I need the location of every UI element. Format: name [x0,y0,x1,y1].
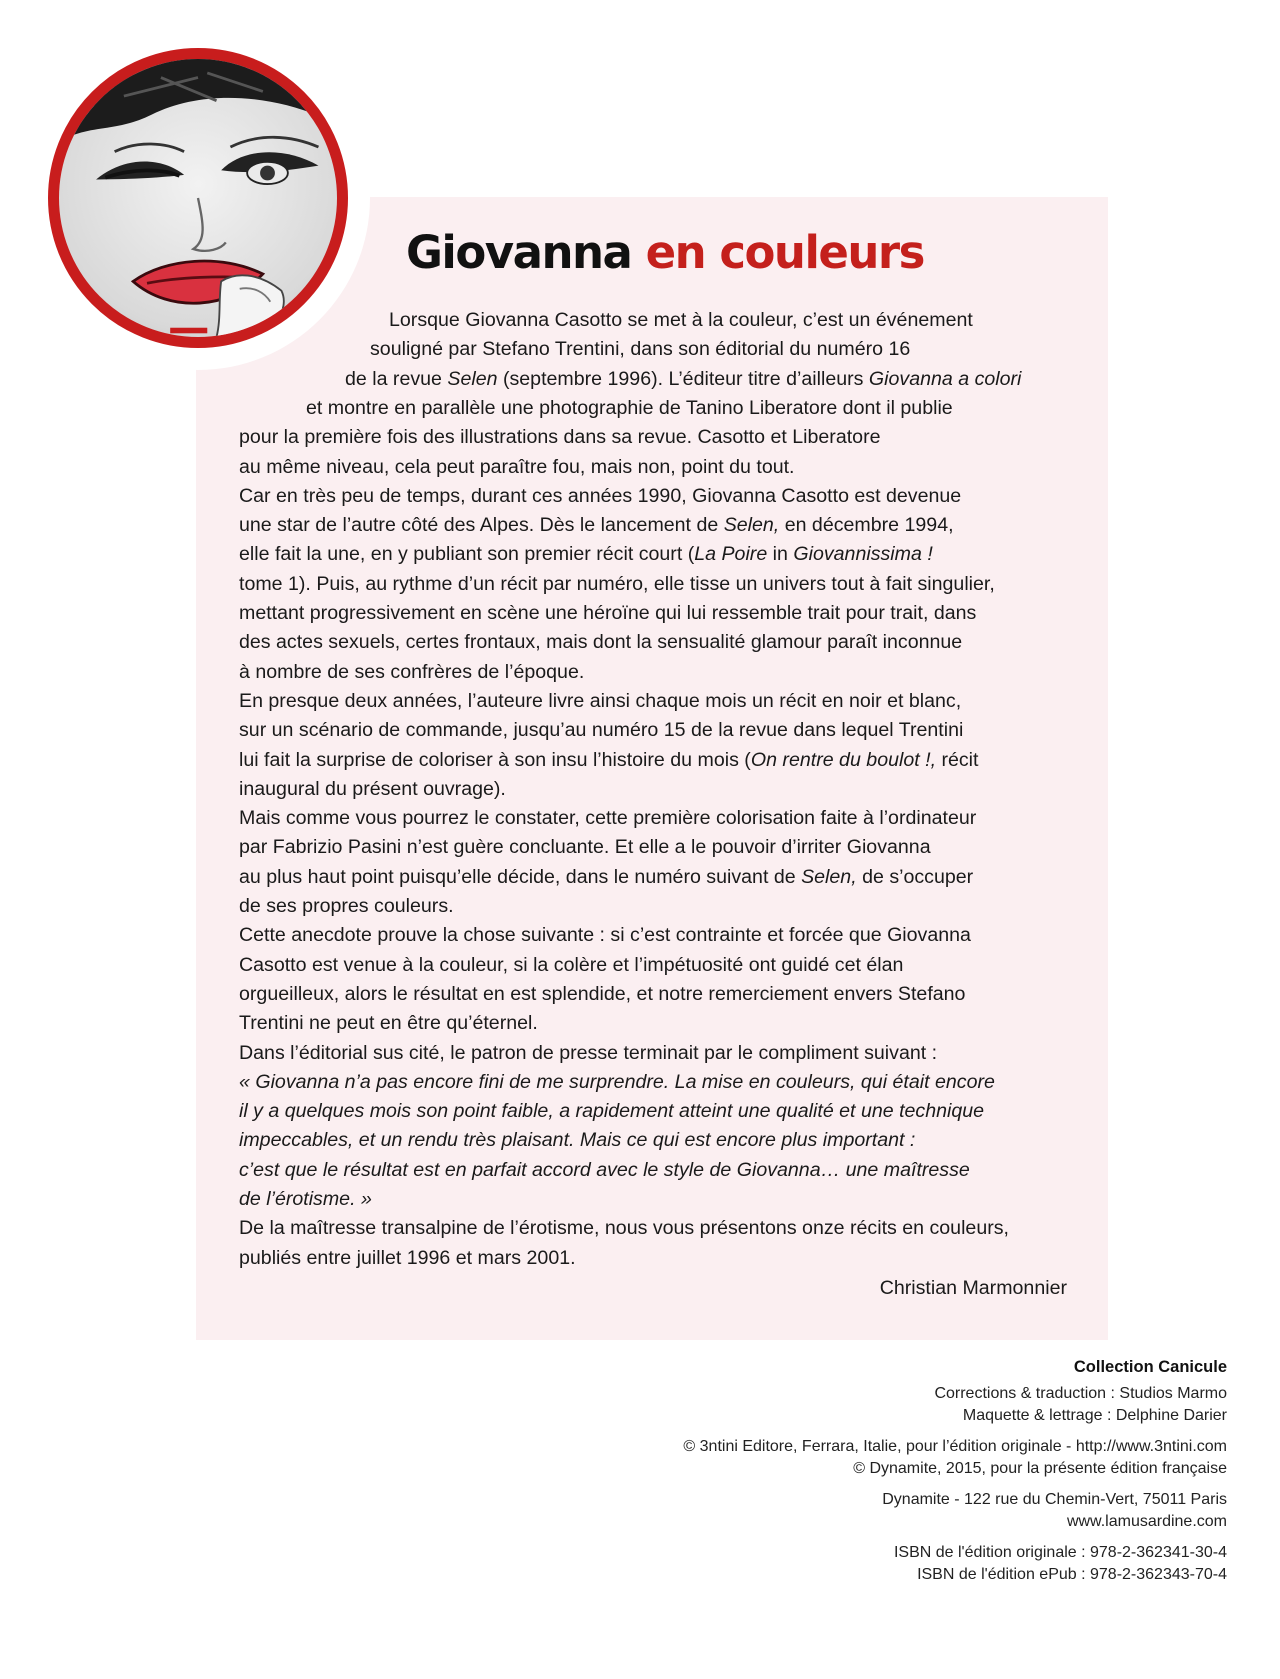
text-run: en décembre 1994, [779,514,954,537]
title-part-2: en couleurs [645,226,924,279]
italic-run: La Poire [694,543,768,566]
text-run: pour la première fois des illustrations dans sa revue. Casotto et Liberatore [239,426,881,449]
portrait-medallion [48,48,348,348]
body-line [239,599,976,628]
italic-run: il y a quelques mois son point faible, a rapidement atteint une qualité et une technique [239,1100,985,1123]
text-run: au même niveau, cela peut paraître fou, mais non, point du tout. [239,455,795,478]
body-line [239,540,933,569]
body-line [239,453,795,482]
italic-run: « Giovanna n’a pas encore fini de me surprendre. La mise en couleurs, qui était encore [239,1070,995,1093]
portrait-drawing [59,59,337,337]
body-line [239,746,978,775]
body-line [239,1068,995,1097]
body-line [239,951,903,980]
body-line [239,1039,937,1068]
body-line [239,482,961,511]
italic-run: de l’érotisme. » [239,1188,372,1210]
text-run: par Fabrizio Pasini n’est guère concluante. Et elle a le pouvoir d’irriter Giovanna [239,836,931,859]
italic-run: On rentre du boulot !, [750,748,937,771]
body-line [239,863,973,892]
publisher-website: www.lamusardine.com [1066,1513,1227,1530]
text-run: Trentini ne peut en être qu’éternel. [239,1012,538,1035]
body-line [239,1126,915,1155]
body-line [389,306,973,335]
text-run: inaugural du présent ouvrage). [239,777,506,800]
text-run: une star de l’autre côté des Alpes. Dès le lancement de [239,514,724,537]
credit-maquette: Maquette & lettrage : Delphine Darier [962,1407,1227,1424]
body-line [239,511,954,540]
body-line [239,1097,984,1126]
italic-run: Giovannissima ! [793,543,933,566]
isbn-epub: ISBN de l'édition ePub : 978-2-362343-70-4 [917,1566,1227,1583]
text-run: (septembre 1996). L’éditeur titre d’ailleurs [497,367,869,390]
body-line [239,628,962,657]
body-line [239,1214,1009,1243]
body-line [239,687,961,716]
text-run: Mais comme vous pourrez le constater, cette première colorisation faite à l’ordinateur [239,807,977,830]
text-run: En presque deux années, l’auteure livre ainsi chaque mois un récit en noir et blanc, [239,689,962,712]
publisher-address: Dynamite - 122 rue du Chemin-Vert, 75011 Paris [882,1491,1227,1508]
body-line [239,892,454,921]
text-run: lui fait la surprise de coloriser à son insu l’histoire du mois ( [239,748,751,771]
text-run: sur un scénario de commande, jusqu’au numéro 15 de la revue dans lequel Trentini [239,719,964,742]
credit-corrections: Corrections & traduction : Studios Marmo [934,1385,1227,1402]
copyright-french: © Dynamite, 2015, pour la présente édition française [853,1460,1227,1477]
text-run: Cette anecdote prouve la chose suivante : si c’est contrainte et forcée que Giovanna [239,924,971,947]
body-line [239,1185,372,1214]
author-signature: Christian Marmonnier [879,1277,1067,1299]
collection-name: Collection Canicule [1073,1358,1227,1376]
text-run: mettant progressivement en scène une héroïne qui lui ressemble trait pour trait, dans [239,602,977,624]
text-run: Lorsque Giovanna Casotto se met à la couleur, c’est un événement [389,309,973,331]
body-line [239,716,963,745]
body-line [239,1244,576,1273]
italic-run: Selen, [801,865,857,888]
text-run: orgueilleux, alors le résultat en est splendide, et notre remerciement envers Stefano [239,982,966,1005]
text-run: tome 1). Puis, au rythme d’un récit par numéro, elle tisse un univers tout à fait singulier, [239,572,995,595]
italic-run: c’est que le résultat est en parfait accord avec le style de Giovanna… une maîtresse [239,1158,970,1181]
copyright-original: © 3ntini Editore, Ferrara, Italie, pour l’édition originale - http://www.3ntini.com [683,1438,1227,1455]
body-line [239,804,976,833]
italic-run: Giovanna a colori [868,367,1022,390]
text-run: publiés entre juillet 1996 et mars 2001. [239,1246,576,1269]
text-run: des actes sexuels, certes frontaux, mais dont la sensualité glamour paraît inconnue [239,631,963,654]
text-run: de la revue [345,367,448,390]
italic-run: Selen, [723,514,780,537]
text-run: Dans l’éditorial sus cité, le patron de presse terminait par le compliment suivant : [239,1041,938,1064]
body-line [239,833,931,862]
body-line [306,394,953,423]
body-line [239,658,584,687]
body-line [239,921,971,950]
text-run: elle fait la une, en y publiant son premier récit court ( [239,543,695,566]
text-run: de s’occuper [856,865,974,888]
isbn-original: ISBN de l'édition originale : 978-2-362341-30-4 [893,1544,1227,1561]
body-line [370,335,910,364]
body-line [239,1009,538,1038]
text-run: à nombre de ses confrères de l’époque. [239,660,585,683]
body-line [239,1156,970,1185]
text-run: in [767,543,794,566]
title-part-1: Giovanna [406,226,632,279]
body-line [345,365,1021,394]
body-line [239,423,881,452]
text-run: Casotto est venue à la couleur, si la colère et l’impétuosité ont guidé cet élan [239,953,904,976]
text-run: et montre en parallèle une photographie de Tanino Liberatore dont il publie [306,396,953,419]
italic-run: Selen [447,367,498,390]
text-run: souligné par Stefano Trentini, dans son éditorial du numéro 16 [370,338,911,361]
body-line [239,775,506,804]
text-run: Car en très peu de temps, durant ces années 1990, Giovanna Casotto est devenue [239,484,962,507]
portrait-illustration [48,48,348,348]
italic-run: impeccables, et un rendu très plaisant. Mais ce qui est encore plus important : [239,1129,916,1152]
text-run: de ses propres couleurs. [239,895,454,917]
text-run: au plus haut point puisqu’elle décide, dans le numéro suivant de [239,865,802,888]
text-run: De la maîtresse transalpine de l’érotisme, nous vous présentons onze récits en couleurs, [239,1217,1009,1240]
text-run: récit [936,748,979,771]
body-line [239,980,965,1009]
body-line [239,570,995,599]
page-title [406,226,924,279]
